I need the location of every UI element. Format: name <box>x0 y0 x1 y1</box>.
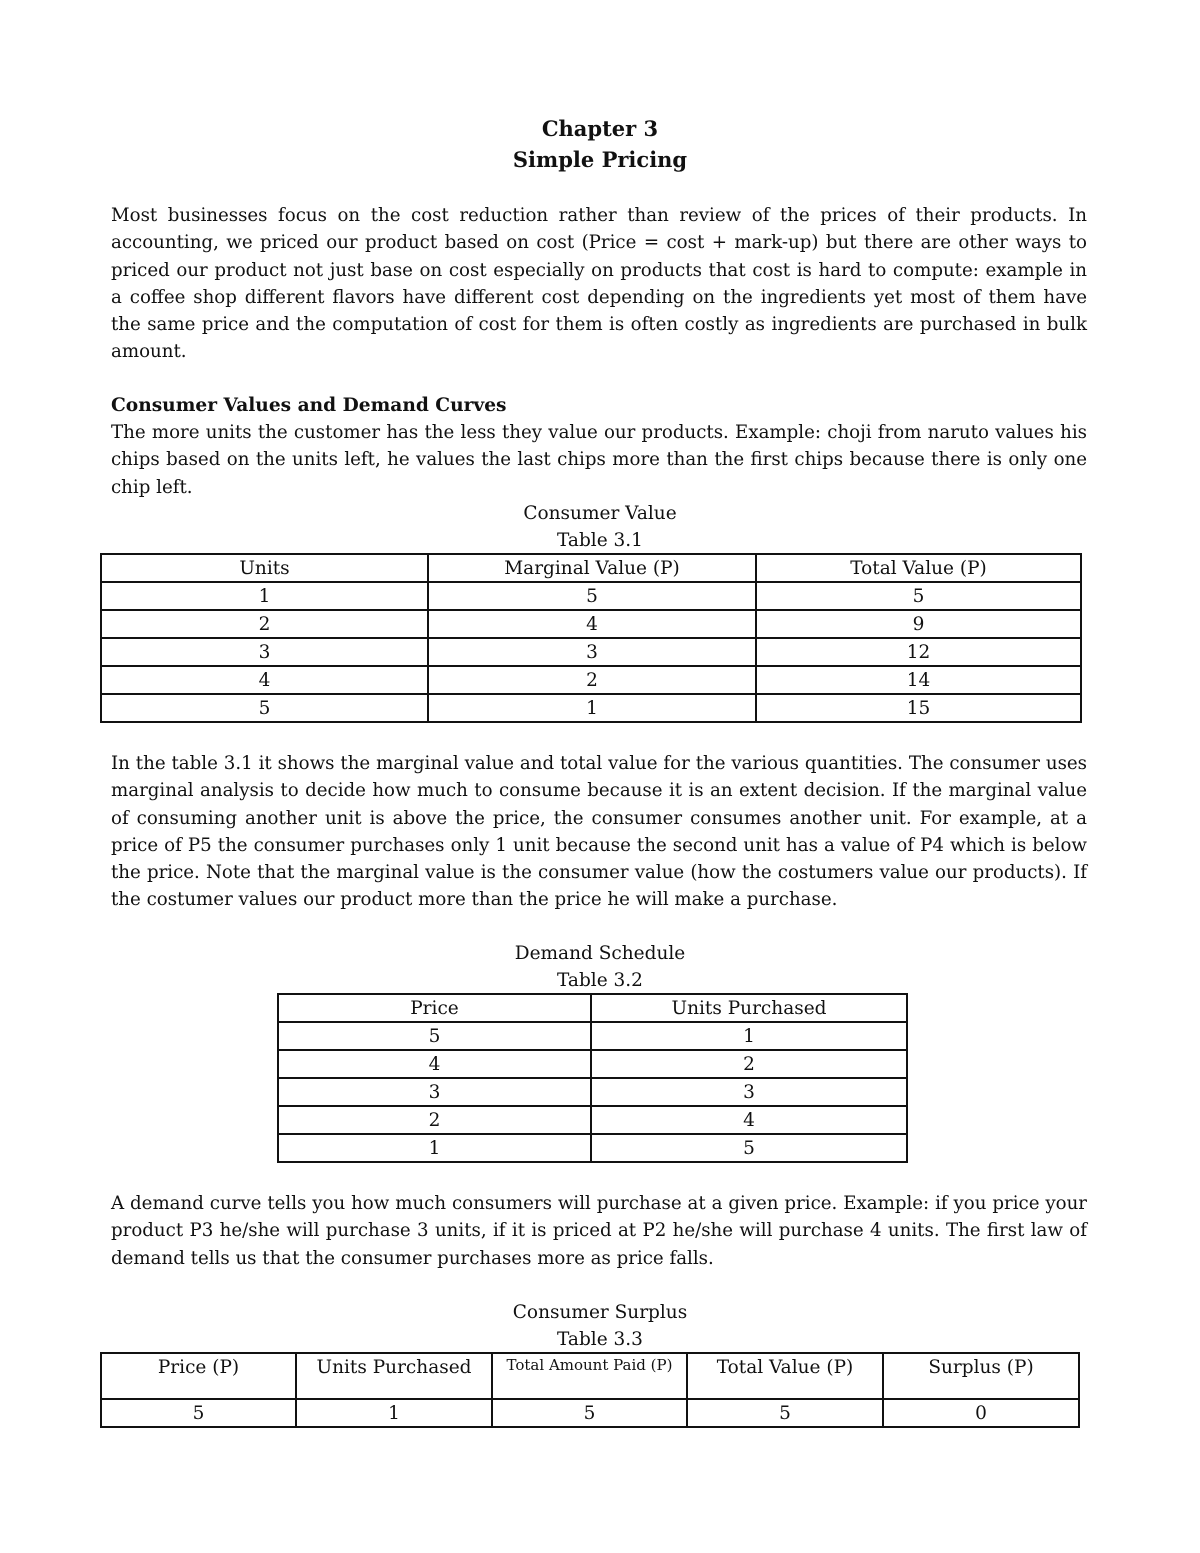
table3-label: Table 3.3 <box>557 1329 643 1350</box>
table-cell: 4 <box>101 666 428 694</box>
table1-label: Table 3.1 <box>557 530 643 551</box>
table-header-cell: Total Value (P) <box>756 554 1081 582</box>
table-cell: 1 <box>278 1134 591 1162</box>
demand-schedule-table <box>277 993 908 1163</box>
table-row <box>101 694 1081 722</box>
table-row <box>278 1134 907 1162</box>
table-cell: 1 <box>591 1022 907 1050</box>
table-cell: 4 <box>591 1106 907 1134</box>
table-header-row <box>101 1353 1079 1399</box>
table-header-row <box>101 554 1081 582</box>
table-cell: 2 <box>101 610 428 638</box>
table-header-cell: Surplus (P) <box>883 1353 1079 1399</box>
intro-paragraph: Most businesses focus on the cost reduction rather than review of the prices of their products. In accounting, we priced our product based on cost (Price = cost + mark-up) but there are other ways to priced our product not just base on cost especially on products that cost is hard to compute: example in a coffee shop different flavors have different cost depending on the ingredients yet most of them have the same price and the computation of cost for them is often costly as ingredients are purchased in bulk amount. <box>111 205 1087 363</box>
table-cell: 5 <box>492 1399 687 1427</box>
chapter-title: Chapter 3 <box>541 116 659 141</box>
table-cell: 5 <box>756 582 1081 610</box>
section-paragraph: The more units the customer has the less they value our products. Example: choji from naruto values his chips based on the units left, he values the last chips more than the first chips because there is only one chip left. <box>111 422 1087 498</box>
table-row <box>101 638 1081 666</box>
table-header-cell: Total Value (P) <box>687 1353 883 1399</box>
section-heading: Consumer Values and Demand Curves <box>111 395 507 416</box>
table2-caption: Demand Schedule <box>514 943 686 964</box>
table-cell: 1 <box>101 582 428 610</box>
table-header-cell: Total Amount Paid (P) <box>492 1353 687 1399</box>
table-row <box>278 1106 907 1134</box>
table-cell: 15 <box>756 694 1081 722</box>
table-cell: 5 <box>591 1134 907 1162</box>
table-cell: 3 <box>591 1078 907 1106</box>
table-header-cell: Price (P) <box>101 1353 296 1399</box>
table-cell: 1 <box>428 694 756 722</box>
consumer-value-table <box>100 553 1082 723</box>
table-cell: 4 <box>278 1050 591 1078</box>
table-row <box>101 582 1081 610</box>
table-cell: 3 <box>278 1078 591 1106</box>
consumer-surplus-table <box>100 1352 1080 1428</box>
table3-caption: Consumer Surplus <box>512 1302 688 1323</box>
table-cell: 0 <box>883 1399 1079 1427</box>
table-header-cell: Marginal Value (P) <box>428 554 756 582</box>
table-header-cell: Price <box>278 994 591 1022</box>
table-cell: 5 <box>278 1022 591 1050</box>
chapter-subtitle: Simple Pricing <box>512 147 688 172</box>
table-row <box>278 1022 907 1050</box>
table-cell: 3 <box>101 638 428 666</box>
table-row <box>101 610 1081 638</box>
table-cell: 2 <box>428 666 756 694</box>
table-cell: 5 <box>687 1399 883 1427</box>
marginal-analysis-paragraph: In the table 3.1 it shows the marginal value and total value for the various quantities. The consumer uses marginal analysis to decide how much to consume because it is an extent decision. If the marginal value of consuming another unit is above the price, the consumer consumes another unit. For example, at a price of P5 the consumer purchases only 1 unit because the second unit has a value of P4 which is below the price. Note that the marginal value is the consumer value (how the costumers value our products). If the costumer values our product more than the price he will make a purchase. <box>111 753 1087 911</box>
table-cell: 4 <box>428 610 756 638</box>
table2-label: Table 3.2 <box>557 970 643 991</box>
table-cell: 5 <box>101 1399 296 1427</box>
table-header-cell: Units Purchased <box>296 1353 492 1399</box>
table-cell: 2 <box>278 1106 591 1134</box>
table-row <box>278 1078 907 1106</box>
table-row <box>101 1399 1079 1427</box>
demand-curve-paragraph: A demand curve tells you how much consumers will purchase at a given price. Example: if you price your product P3 he/she will purchase 3 units, if it is priced at P2 he/she will purchase 4 units. The first law of demand tells us that the consumer purchases more as price falls. <box>111 1193 1087 1269</box>
table-cell: 9 <box>756 610 1081 638</box>
table-cell: 5 <box>428 582 756 610</box>
table-cell: 5 <box>101 694 428 722</box>
table-row <box>278 1050 907 1078</box>
table-cell: 3 <box>428 638 756 666</box>
table-header-cell: Units Purchased <box>591 994 907 1022</box>
table-header-row <box>278 994 907 1022</box>
table-row <box>101 666 1081 694</box>
table-header-cell: Units <box>101 554 428 582</box>
table-cell: 12 <box>756 638 1081 666</box>
table1-caption: Consumer Value <box>523 503 677 524</box>
table-cell: 2 <box>591 1050 907 1078</box>
table-cell: 14 <box>756 666 1081 694</box>
table-cell: 1 <box>296 1399 492 1427</box>
